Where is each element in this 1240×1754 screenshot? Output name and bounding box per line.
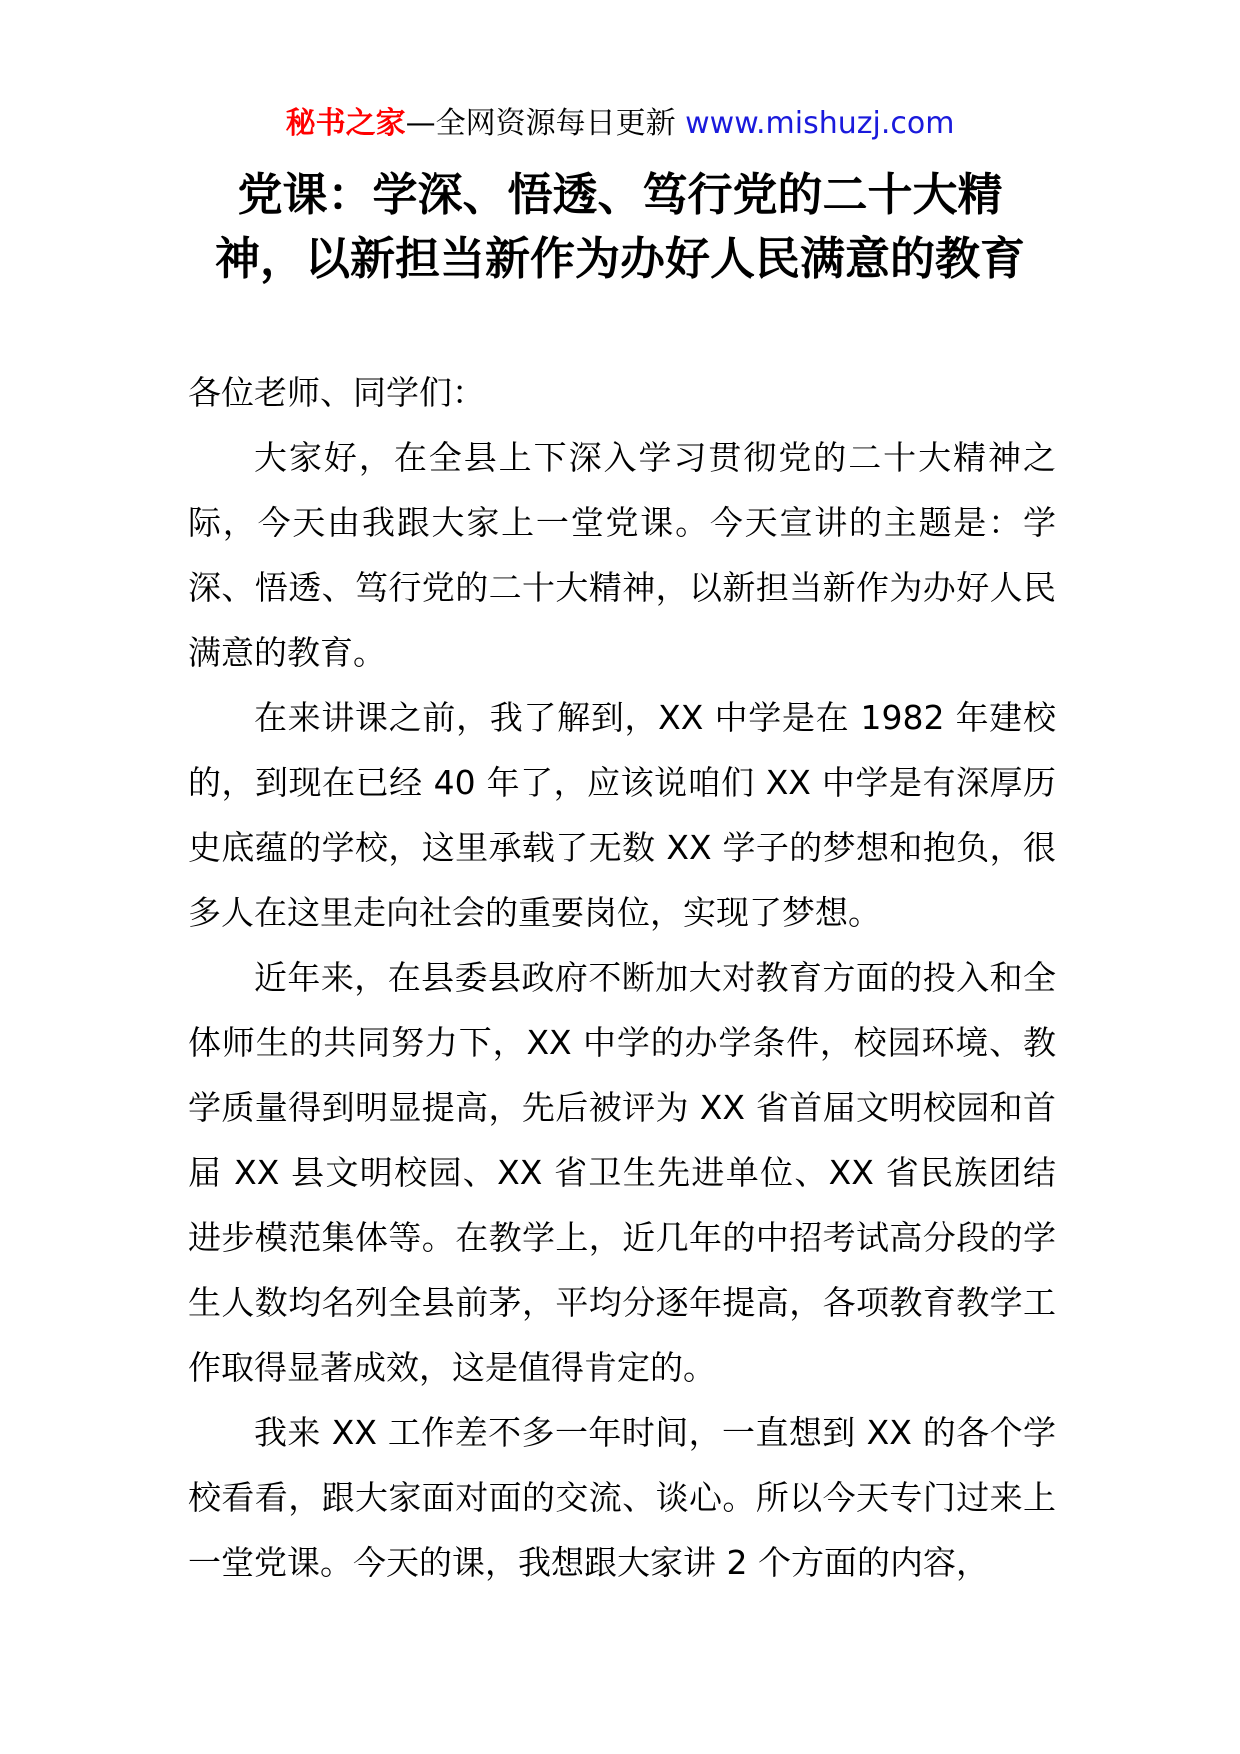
document-title xyxy=(0,163,1240,291)
paragraph-1: 大家好，在全县上下深入学习贯彻党的二十大精神之际，今天由我跟大家上一堂党课。今天宣讲的主题是：学深、悟透、笃行党的二十大精神，以新担当新作为办好人民满意的教育。 xyxy=(188,438,1056,672)
brand-name: 秘书之家 xyxy=(285,106,406,141)
site-header xyxy=(0,104,1240,144)
header-tagline: —全网资源每日更新 xyxy=(405,106,676,141)
paragraph-2: 在来讲课之前，我了解到，XX 中学是在 1982 年建校的，到现在已经 40 年了，应该说咱们 XX 中学是有深厚历史底蕴的学校，这里承载了无数 XX 学子的梦想和抱负，很多人在这里走向社会的重要岗位，实现了梦想。 xyxy=(188,698,1056,932)
paragraph-4: 我来 XX 工作差不多一年时间，一直想到 XX 的各个学校看看，跟大家面对面的交流、谈心。所以今天专门过来上一堂党课。今天的课，我想跟大家讲 2 个方面的内容， xyxy=(188,1413,1056,1582)
document-body xyxy=(188,360,1056,1595)
site-url-link[interactable]: www.mishuzj.com xyxy=(685,106,955,141)
title-line-1: 党课：学深、悟透、笃行党的二十大精 xyxy=(237,168,1003,221)
salutation: 各位老师、同学们： xyxy=(188,373,485,412)
title-line-2: 神，以新担当新作为办好人民满意的教育 xyxy=(214,232,1025,285)
paragraph-3: 近年来，在县委县政府不断加大对教育方面的投入和全体师生的共同努力下，XX 中学的办学条件，校园环境、教学质量得到明显提高，先后被评为 XX 省首届文明校园和首届 XX 县文明校园、XX 省卫生先进单位、XX 省民族团结进步模范集体等。在教学上，近几年的中招考试高分段的学生人数均名列全县前茅，平均分逐年提高，各项教育教学工作取得显著成效，这是值得肯定的。 xyxy=(188,958,1056,1387)
